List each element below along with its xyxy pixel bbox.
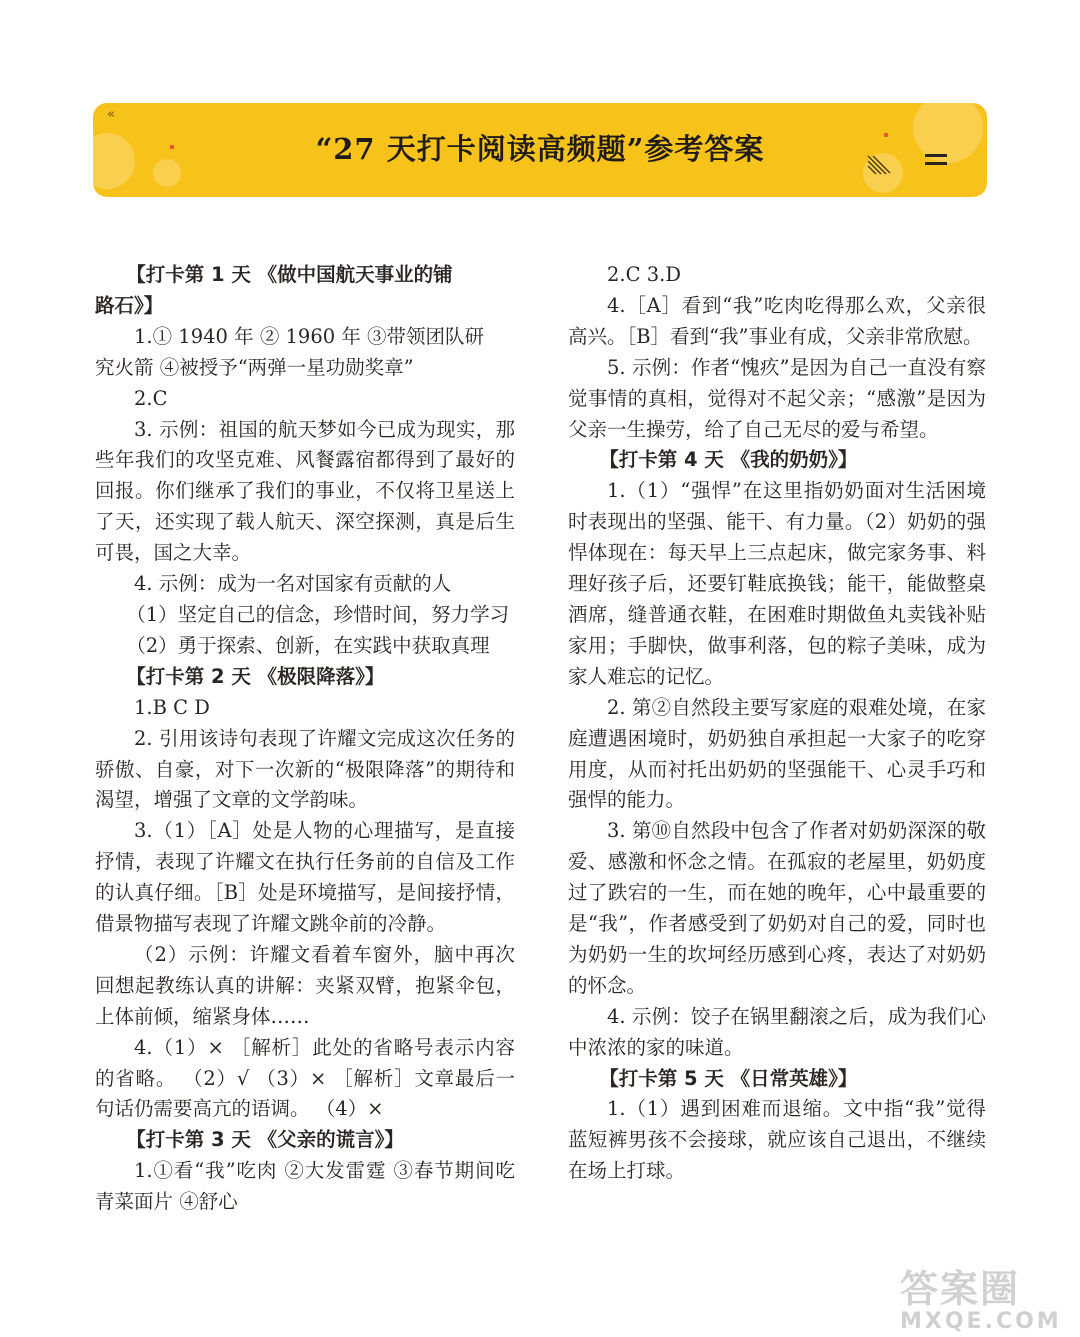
- answer-line: 1.B C D: [134, 695, 210, 719]
- left-column: [95, 260, 515, 1218]
- right-column: [568, 260, 986, 1187]
- answer-paragraph: 1.（1）遇到困难而退缩。文中指“我”觉得蓝短裤男孩不会接球，就应该自己退出，不继续在场上打球。: [568, 1097, 986, 1183]
- answer-paragraph: 2. 第②自然段主要写家庭的艰难处境，在家庭遭遇困境时，奶奶独自承担起一大家子的吃穿用度，从而衬托出奶奶的坚强能干、心灵手巧和强悍的能力。: [568, 695, 986, 812]
- chevron-left-icon: «: [107, 107, 115, 122]
- watermark-url: MXQE.COM: [900, 1309, 1062, 1334]
- answer-paragraph: 4.［A］看到“我”吃肉吃得那么欢，父亲很高兴。［B］看到“我”事业有成，父亲非常欣慰。: [568, 293, 986, 348]
- answer-line: 1.① 1940 年 ② 1960 年 ③带领团队研: [134, 324, 485, 348]
- answer-line: 4. 示例：成为一名对国家有贡献的人: [134, 572, 452, 596]
- answer-paragraph: 3.（1）［A］处是人物的心理描写，是直接抒情，表现了许耀文在执行任务前的自信及工作的认真仔细。［B］处是环境描写，是间接抒情，借景物描写表现了许耀文跳伞前的冷静。: [95, 819, 515, 936]
- hatch-lines-icon: [866, 150, 892, 176]
- answer-paragraph: （2）示例：许耀文看着车窗外，脑中再次回想起教练认真的讲解：夹紧双臂，抱紧伞包，上体前倾，缩紧身体……: [95, 942, 515, 1028]
- section-heading-day3: 【打卡第 3 天 《父亲的谎言》】: [126, 1128, 404, 1152]
- double-bar-icon: [925, 154, 947, 170]
- answer-line: 究火箭 ④被授予“两弹一星功勋奖章”: [95, 355, 414, 379]
- answer-line: 2.C 3.D: [607, 263, 681, 286]
- answer-paragraph: 2. 引用该诗句表现了许耀文完成这次任务的骄傲、自豪，对下一次新的“极限降落”的期待和渴望，增强了文章的文学韵味。: [95, 726, 515, 812]
- section-heading-day1-cont: 路石》】: [95, 293, 164, 317]
- decor-dot: [170, 145, 174, 149]
- section-heading-day4: 【打卡第 4 天 《我的奶奶》】: [599, 448, 858, 472]
- watermark-text: 答案圈: [900, 1267, 1021, 1311]
- page-title: “27 天打卡阅读高频题”参考答案: [315, 132, 765, 166]
- section-heading-day5: 【打卡第 5 天 《日常英雄》】: [599, 1066, 858, 1090]
- answer-paragraph: 4.（1）× ［解析］此处的省略号表示内容的省略。 （2）√ （3）× ［解析］文章最后一句话仍需要高亢的语调。 （4）×: [95, 1035, 515, 1121]
- answer-paragraph: 3. 第⑩自然段中包含了作者对奶奶深深的敬爱、感激和怀念之情。在孤寂的老屋里，奶奶度过了跌宕的一生，而在她的晚年，心中最重要的是“我”，作者感受到了奶奶对自己的爱，同时也为奶奶一生的坎坷经历感到心疼，表达了对奶奶的怀念。: [568, 819, 986, 997]
- answer-paragraph: 1.（1）“强悍”在这里指奶奶面对生活困境时表现出的坚强、能干、有力量。（2）奶奶的强悍体现在：每天早上三点起床，做完家务事、料理好孩子后，还要钉鞋底换钱；能干，能做整桌酒席，缝普通衣鞋，在困难时期做鱼丸卖钱补贴家用；手脚快，做事利落，包的粽子美味，成为家人难忘的记忆。: [568, 479, 986, 688]
- section-heading-day2: 【打卡第 2 天 《极限降落》】: [126, 664, 385, 688]
- answer-line: （2）勇于探索、创新，在实践中获取真理: [126, 633, 490, 657]
- answer-line: （1）坚定自己的信念，珍惜时间，努力学习: [126, 602, 510, 626]
- header-banner: [93, 103, 987, 197]
- answer-paragraph: 5. 示例：作者“愧疚”是因为自己一直没有察觉事情的真相，觉得对不起父亲；“感激”是因为父亲一生操劳，给了自己无尽的爱与希望。: [568, 355, 986, 441]
- watermark: [900, 1258, 1070, 1334]
- section-heading-day1: 【打卡第 1 天 《做中国航天事业的铺: [126, 263, 453, 286]
- answer-paragraph: 1.①看“我”吃肉 ②大发雷霆 ③春节期间吃青菜面片 ④舒心: [95, 1159, 515, 1214]
- answer-paragraph: 3. 示例：祖国的航天梦如今已成为现实，那些年我们的攻坚克难、风餐露宿都得到了最好的回报。你们继承了我们的事业，不仅将卫星送上了天，还实现了载人航天、深空探测，真是后生可畏，国之大幸。: [95, 417, 515, 565]
- decor-dot: [884, 133, 888, 137]
- answer-line: 2.C: [134, 386, 168, 410]
- answer-paragraph: 4. 示例：饺子在锅里翻滚之后，成为我们心中浓浓的家的味道。: [568, 1004, 986, 1059]
